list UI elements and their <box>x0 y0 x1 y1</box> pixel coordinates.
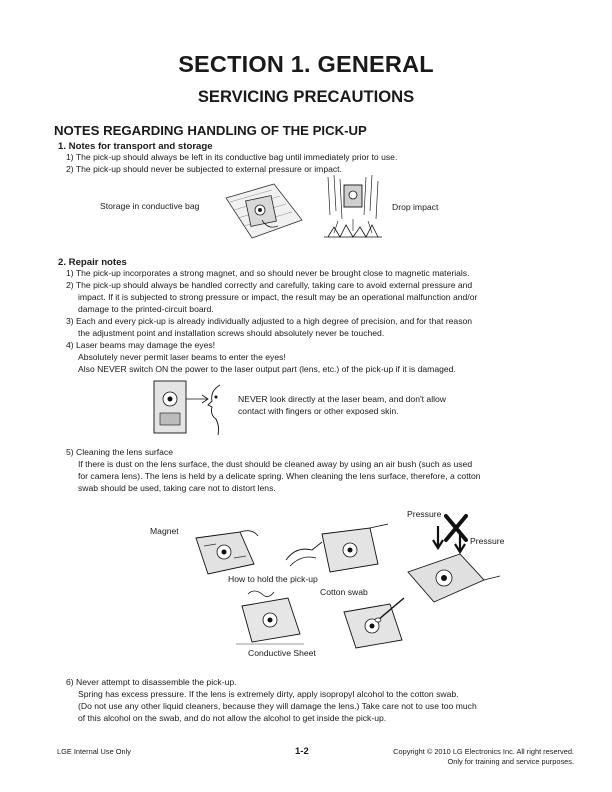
pressure-label-2: Pressure <box>470 536 505 546</box>
cleaning-line-3: for camera lens). The lens is held by a delicate spring. When cleaning the lens surface, therefore, a cotton <box>78 471 481 481</box>
repair-line-2: 2) The pick-up should always be handled correctly and carefully, taking care to avoid external pressure and <box>66 280 473 290</box>
cleaning-line-4: swab should be used, taking care not to distort lens. <box>78 483 276 493</box>
repair-line-5: 3) Each and every pick-up is already individually adjusted to a high degree of precision, and for that reason <box>66 316 473 326</box>
cleaning-line-2: If there is dust on the lens surface, the dust should be cleaned away by using an air bush (such as used <box>78 459 473 469</box>
page-number: 1-2 <box>295 746 309 757</box>
magnet-label: Magnet <box>150 526 179 536</box>
laser-note-line-2: contact with fingers or other exposed skin. <box>238 406 399 416</box>
do-not-x-icon <box>446 516 466 540</box>
disassemble-line-3: (Do not use any other liquid cleaners, because they will damage the lens.) Take care not to use too much <box>78 701 477 711</box>
pressure-arrow-icon <box>433 526 443 548</box>
page-title: SECTION 1. GENERAL <box>178 51 434 77</box>
cotton-swab-illustration <box>338 596 410 656</box>
conductive-sheet-label: Conductive Sheet <box>248 648 316 658</box>
disassemble-line-4: of this alcohol on the swab, and do not allow the alcohol to get inside the pick-up. <box>78 713 387 723</box>
disassemble-line-1: 6) Never attempt to disassemble the pick-up. <box>66 677 237 687</box>
section-heading: NOTES REGARDING HANDLING OF THE PICK-UP <box>54 123 367 138</box>
pressure-warning-illustration <box>400 510 504 612</box>
transport-item-2: 2) The pick-up should never be subjected to external pressure or impact. <box>66 164 342 174</box>
conductive-sheet-illustration <box>232 588 308 648</box>
transport-heading: 1. Notes for transport and storage <box>58 141 213 152</box>
hold-pickup-illustration <box>282 520 392 582</box>
page-subtitle: SERVICING PRECAUTIONS <box>197 87 415 106</box>
disassemble-line-2: Spring has excess pressure. If the lens is extremely dirty, apply isopropyl alcohol to the cotton swab. <box>78 689 459 699</box>
cotton-swab-label: Cotton swab <box>320 587 368 597</box>
pickup-in-bag-illustration <box>222 180 306 242</box>
drop-impact-label: Drop impact <box>392 202 439 212</box>
transport-item-1: 1) The pick-up should always be left in its conductive bag until immediately prior to use. <box>66 152 398 162</box>
storage-label: Storage in conductive bag <box>100 201 200 211</box>
repair-heading: 2. Repair notes <box>58 257 127 268</box>
repair-line-3: impact. If it is subjected to strong pressure or impact, the result may be an operational malfunction and/or <box>78 292 478 302</box>
magnet-pickup-illustration <box>190 528 264 580</box>
footer-internal-use: LGE Internal Use Only <box>57 747 131 756</box>
drop-impact-illustration <box>320 175 386 245</box>
cleaning-line-1: 5) Cleaning the lens surface <box>66 447 174 457</box>
hold-pickup-label: How to hold the pick-up <box>228 574 318 584</box>
footer-training-note: Only for training and service purposes. <box>447 757 574 766</box>
repair-line-9: Also NEVER switch ON the power to the laser output part (lens, etc.) of the pick-up if it is damaged. <box>78 364 456 374</box>
repair-line-7: 4) Laser beams may damage the eyes! <box>66 340 216 350</box>
pressure-label-1: Pressure <box>407 509 442 519</box>
footer-copyright: Copyright © 2010 LG Electronics Inc. All right reserved. <box>393 747 574 756</box>
laser-note-line-1: NEVER look directly at the laser beam, and don't allow <box>238 394 446 404</box>
repair-line-6: the adjustment point and installation screws should absolutely never be touched. <box>78 328 385 338</box>
repair-line-4: damage to the printed-circuit board. <box>78 304 214 314</box>
repair-line-8: Absolutely never permit laser beams to enter the eyes! <box>78 352 286 362</box>
repair-line-1: 1) The pick-up incorporates a strong magnet, and so should never be brought close to magnetic materials. <box>66 268 470 278</box>
laser-warning-illustration <box>150 377 238 439</box>
